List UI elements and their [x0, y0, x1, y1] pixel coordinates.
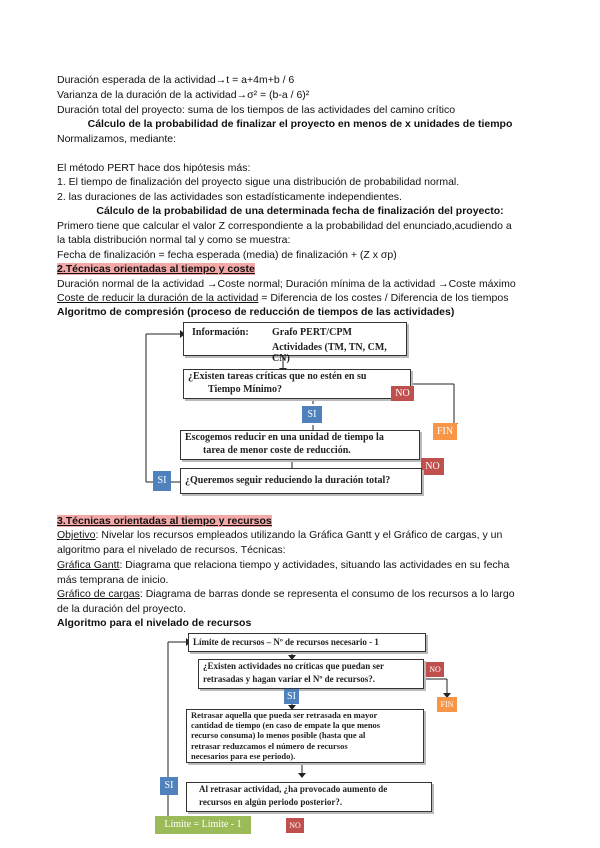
pert-hypotheses-intro: El método PERT hace dos hipótesis más:: [57, 162, 251, 174]
noncritical-question-l1: ¿Existen actividades no críticas que puedan ser: [203, 661, 385, 671]
reduce-task-l2: tarea de menor coste de reducción.: [203, 445, 351, 456]
end-label: FIN: [433, 423, 457, 440]
increase-question-l2: recursos en algún periodo posterior?.: [199, 797, 343, 807]
increase-question: [186, 782, 432, 812]
noncritical-question-l2: retrasadas y hagan variar el Nº de recursos?.: [203, 674, 375, 684]
resource-limit-box: [188, 633, 426, 652]
project-duration-text: Duración total del proyecto: suma de los tiempos de las actividades del camino crítico: [57, 104, 456, 116]
reduction-cost-def: = Diferencia de los costes / Diferencia de los tiempos: [258, 292, 509, 304]
reduction-cost-term: Coste de reducir la duración de la actividad: [57, 292, 259, 304]
heading-leveling-algorithm: Algoritmo para el nivelado de recursos: [57, 617, 252, 629]
critical-tasks-question-l1: ¿Existen tareas críticas que no estén en su: [188, 371, 367, 382]
resource-limit-text: Límite de recursos – Nº de recursos necesario - 1: [193, 637, 379, 647]
gantt-def-cont: más temprana de inicio.: [57, 574, 169, 586]
objective-def: : Nivelar los recursos empleados utilizando la Gráfica Gantt y el Gráfico de cargas, y un: [95, 529, 503, 541]
yes-label-2: SI: [153, 471, 171, 491]
limit-decrement-box: Límite = Límite - 1: [155, 816, 251, 834]
yes-label-3: SI: [284, 689, 299, 704]
continue-reducing-text: ¿Queremos seguir reduciendo la duración total?: [185, 475, 391, 486]
delay-l3: recurso consuma) lo menos posible (hasta que al: [191, 730, 366, 741]
z-value-text: Primero tiene que calcular el valor Z correspondiente a la probabilidad del enunciado,acudiendo a: [57, 220, 512, 232]
no-label-3: NO: [426, 662, 444, 677]
delay-l5: necesarios para ese periodo).: [191, 750, 296, 761]
formula-variance: Varianza de la duración de la actividad→σ² = (b-a / 6)²: [57, 89, 310, 101]
end-label-2: FIN: [437, 697, 457, 712]
load-chart-def-cont: de la duración del proyecto.: [57, 603, 186, 615]
delay-l1: Retrasar aquella que pueda ser retrasada en mayor: [191, 710, 378, 720]
no-label-1: NO: [391, 386, 414, 401]
delay-l4: retrasar reduzcamos el número de recursos: [191, 740, 348, 751]
section-3-title: 3.Técnicas orientadas al tiempo y recursos: [57, 515, 272, 527]
formula-expected-duration: Duración esperada de la actividad→t = a+4m+b / 6: [57, 74, 295, 86]
finish-date-formula: Fecha de finalización = fecha esperada (media) de finalización + (Z x σp): [57, 249, 397, 261]
increase-question-l1: Al retrasar actividad, ¿ha provocado aumento de: [199, 784, 388, 794]
yes-label-1: SI: [302, 406, 322, 423]
info-graph: Grafo PERT/CPM: [272, 327, 352, 338]
section-2-title: 2.Técnicas orientadas al tiempo y coste: [57, 263, 255, 275]
delay-activity-box: [186, 709, 424, 763]
critical-tasks-question-l2: Tiempo Mínimo?: [208, 384, 282, 395]
load-chart-def: : Diagrama de barras donde se representa el consumo de los recursos a lo largo: [139, 588, 515, 600]
gantt-term: Gráfica Gantt: [57, 559, 120, 571]
z-value-text-cont: la tabla distribución normal tal y como se muestra:: [57, 234, 291, 246]
gantt-def: : Diagrama que relaciona tiempo y actividades, situando las actividades en su fecha: [119, 559, 510, 571]
duration-cost-text: Duración normal de la actividad →Coste normal; Duración mínima de la actividad →Coste máximo: [57, 278, 516, 290]
info-activities: Actividades (TM, TN, CM, CN): [272, 342, 387, 364]
no-label-4: NO: [286, 818, 304, 833]
hypothesis-2: 2. las duraciones de las actividades son estadísticamente independientes.: [57, 191, 402, 203]
heading-probability-date: Cálculo de la probabilidad de una determinada fecha de finalización del proyecto:: [96, 205, 504, 217]
info-label: Información:: [192, 327, 249, 338]
delay-l2: cantidad de tiempo (en caso de empate la que menos: [191, 720, 381, 731]
heading-probability-x: Cálculo de la probabilidad de finalizar el proyecto en menos de x unidades de tiempo: [87, 118, 513, 130]
no-label-2: NO: [421, 458, 444, 475]
yes-label-4: SI: [160, 777, 178, 795]
heading-compression-algorithm: Algoritmo de compresión (proceso de reducción de tiempos de las actividades): [57, 306, 455, 318]
normalize-text: Normalizamos, mediante:: [57, 133, 177, 145]
hypothesis-1: 1. El tiempo de finalización del proyecto sigue una distribución de probabilidad normal.: [57, 176, 460, 188]
load-chart-term: Gráfico de cargas: [57, 588, 140, 600]
objective-term: Objetivo: [57, 529, 96, 541]
reduce-task-l1: Escogemos reducir en una unidad de tiempo la: [185, 432, 384, 443]
noncritical-question: [198, 659, 424, 689]
objective-def-cont: algoritmo para el nivelado de recursos. Técnicas:: [57, 544, 286, 556]
